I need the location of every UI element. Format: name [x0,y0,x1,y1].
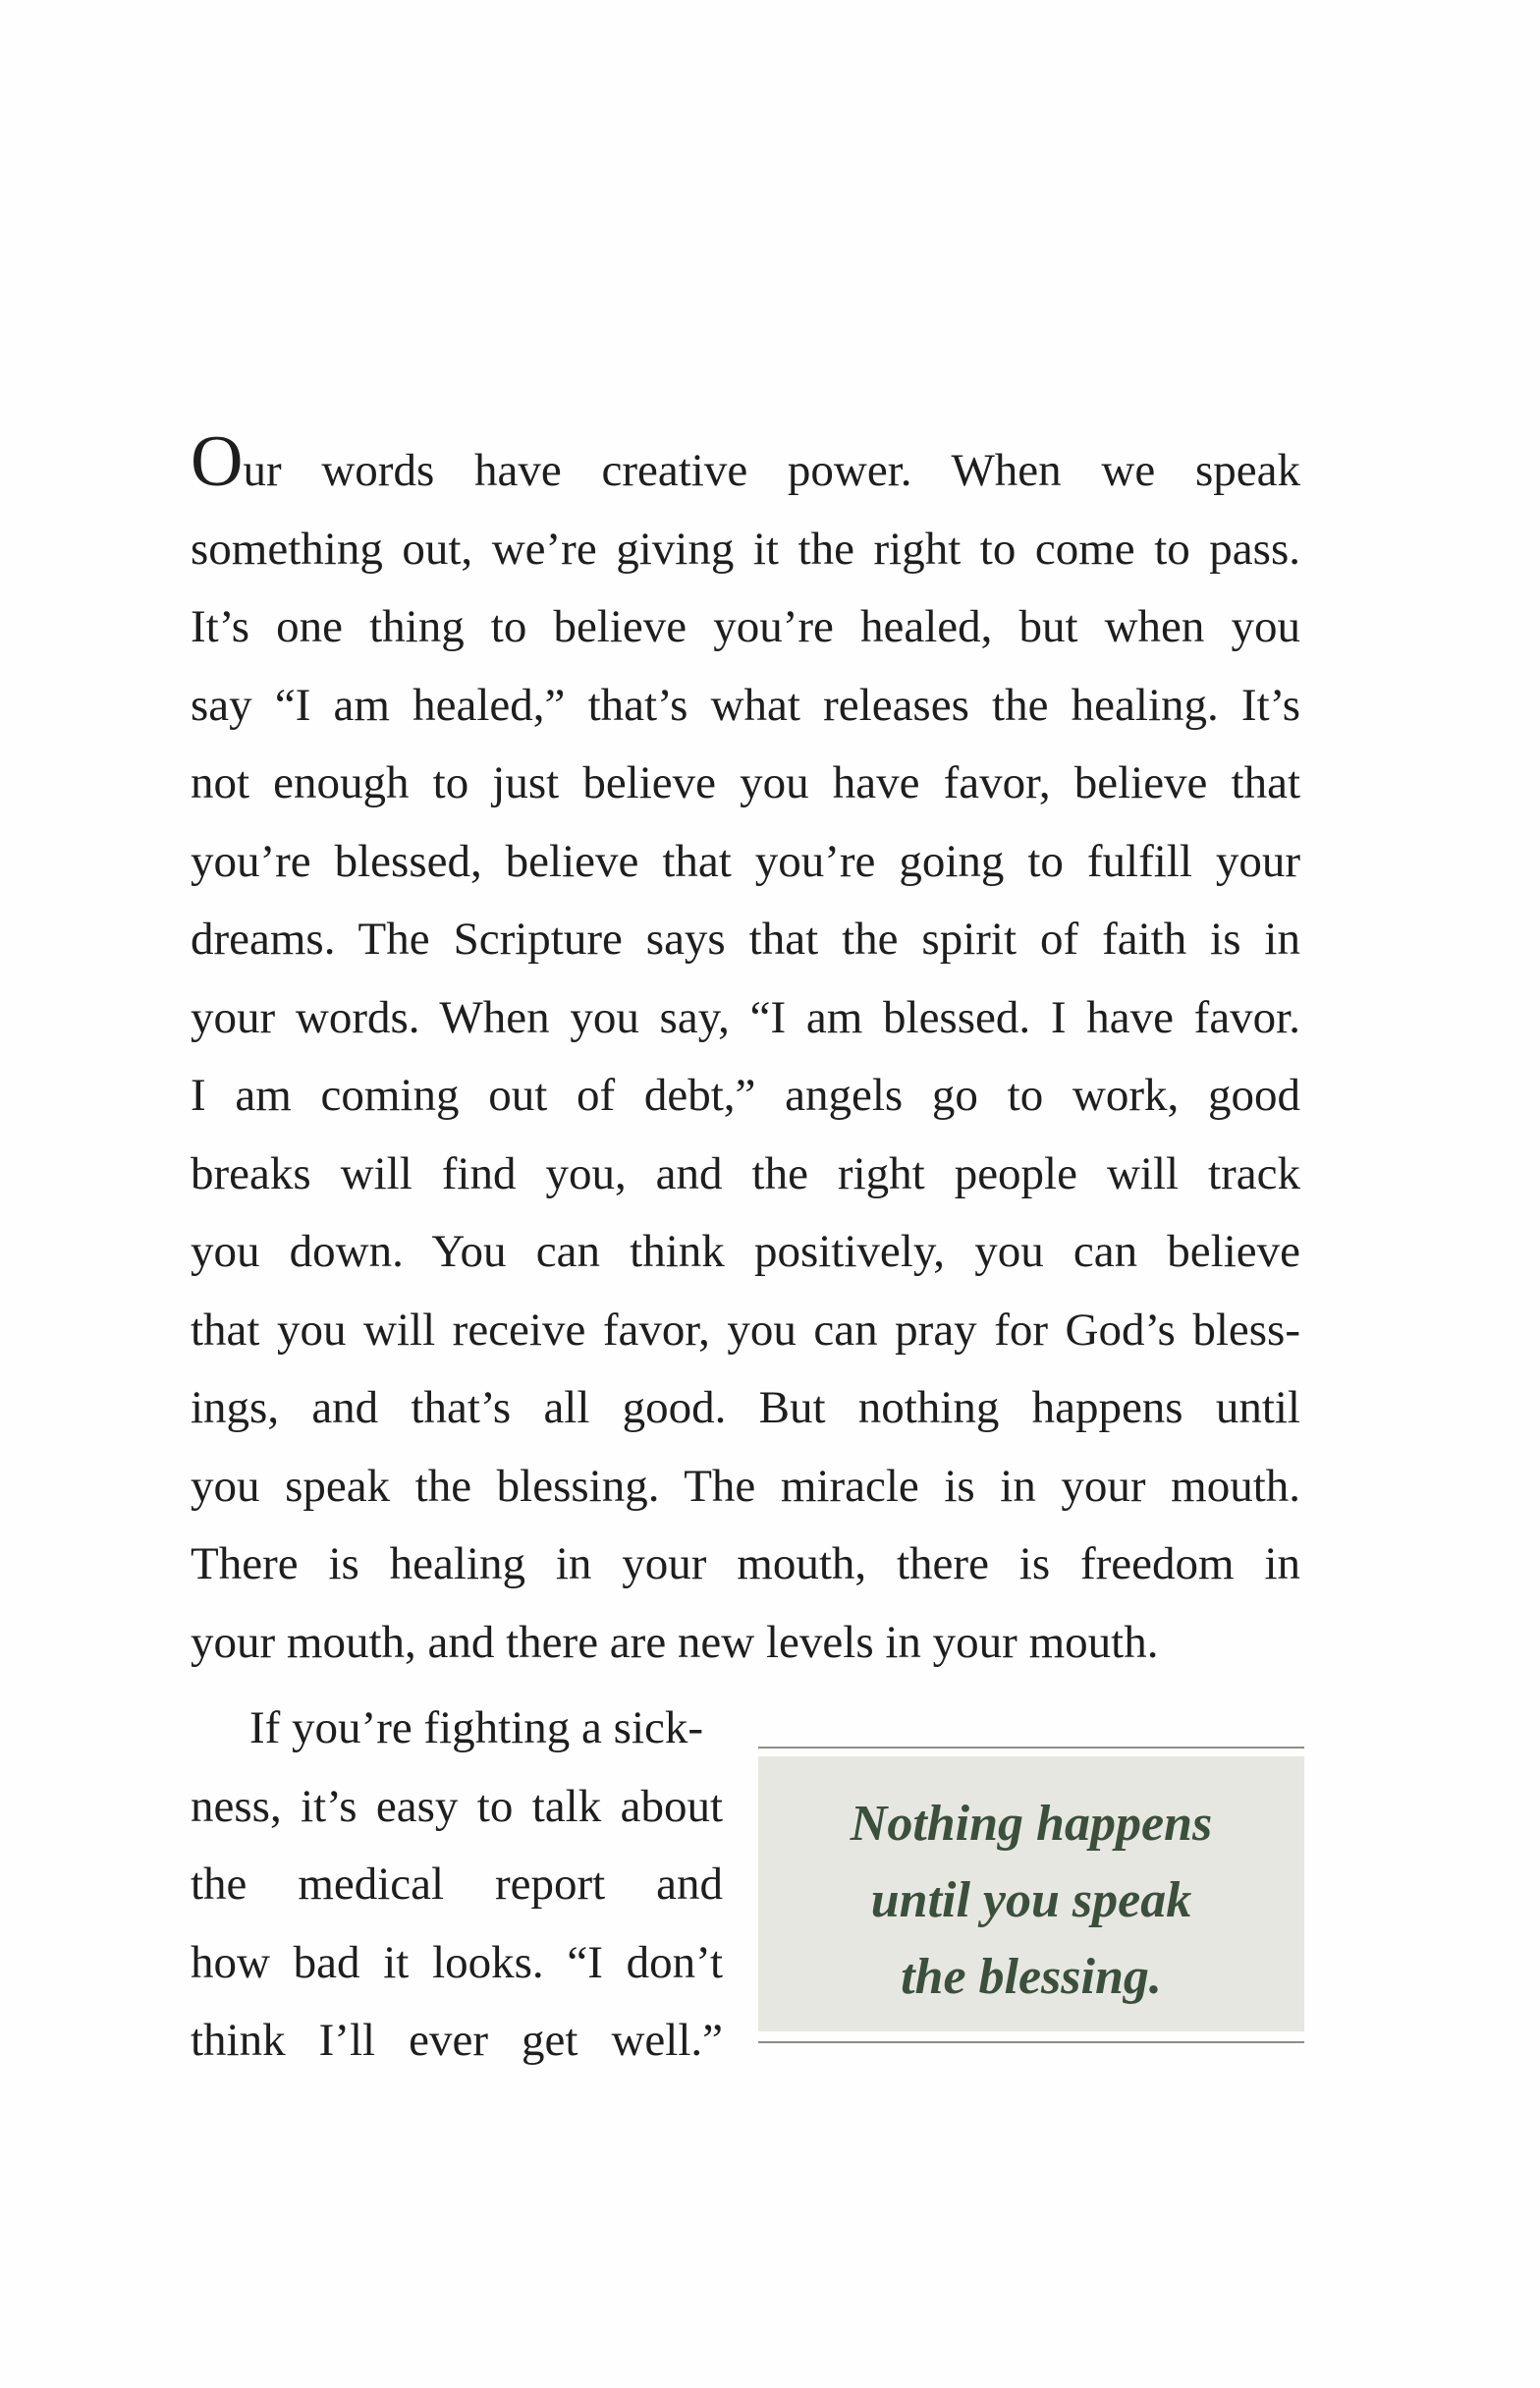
body-line-15: There is healing in your mouth, there is freedom in [191,1538,1300,1589]
drop-cap: O [191,421,244,502]
pull-quote-line-3: the blessing. [901,1949,1162,2005]
body-line-5: not enough to just believe you have favor, believe that [191,757,1300,808]
pull-quote-line-1: Nothing happens [850,1796,1213,1852]
pull-quote-line-2: until you speak [870,1872,1192,1928]
body-text [191,421,1300,1682]
body-line-11: you down. You can think positively, you can believe [191,1226,1300,1277]
body-line-4: say “I am healed,” that’s what releases the healing. It’s [191,679,1300,731]
body-line-3: It’s one thing to believe you’re healed, but when you [191,601,1300,652]
body-line-7: dreams. The Scripture says that the spirit of faith is in [191,914,1300,965]
body-line-16: your mouth, and there are new levels in your mouth. [191,1616,1159,1668]
body-line-1 [191,421,1300,511]
pull-quote [758,1747,1304,2043]
narrow-line-3: the medical report and [191,1859,723,1910]
pull-quote-text [758,1786,1304,2016]
body-line-8: your words. When you say, “I am blessed. I have favor. [191,991,1300,1043]
body-line-2: something out, we’re giving it the right to come to pass. [191,523,1300,575]
narrow-line-2: ness, it’s easy to talk about [191,1780,723,1832]
body-line-14: you speak the blessing. The miracle is in your mouth. [191,1460,1300,1512]
body-line-1-text: ur words have creative power. When we speak [243,445,1300,496]
body-line-10: breaks will find you, and the right people will track [191,1147,1300,1199]
narrow-line-1: If you’re fighting a sick- [249,1702,704,1753]
body-line-12: that you will receive favor, you can pray for God’s bless- [191,1304,1300,1356]
body-line-6: you’re blessed, believe that you’re going to fulfill your [191,835,1300,887]
pull-quote-top-rule [758,1747,1304,1749]
body-line-9: I am coming out of debt,” angels go to work, good [191,1070,1300,1121]
body-line-13: ings, and that’s all good. But nothing happens until [191,1382,1300,1433]
narrow-line-5: think I’ll ever get well.” [191,2015,723,2066]
narrow-column-text [191,1690,723,2081]
narrow-line-4: how bad it looks. “I don’t [191,1936,723,1988]
pull-quote-bottom-rule [758,2041,1304,2043]
